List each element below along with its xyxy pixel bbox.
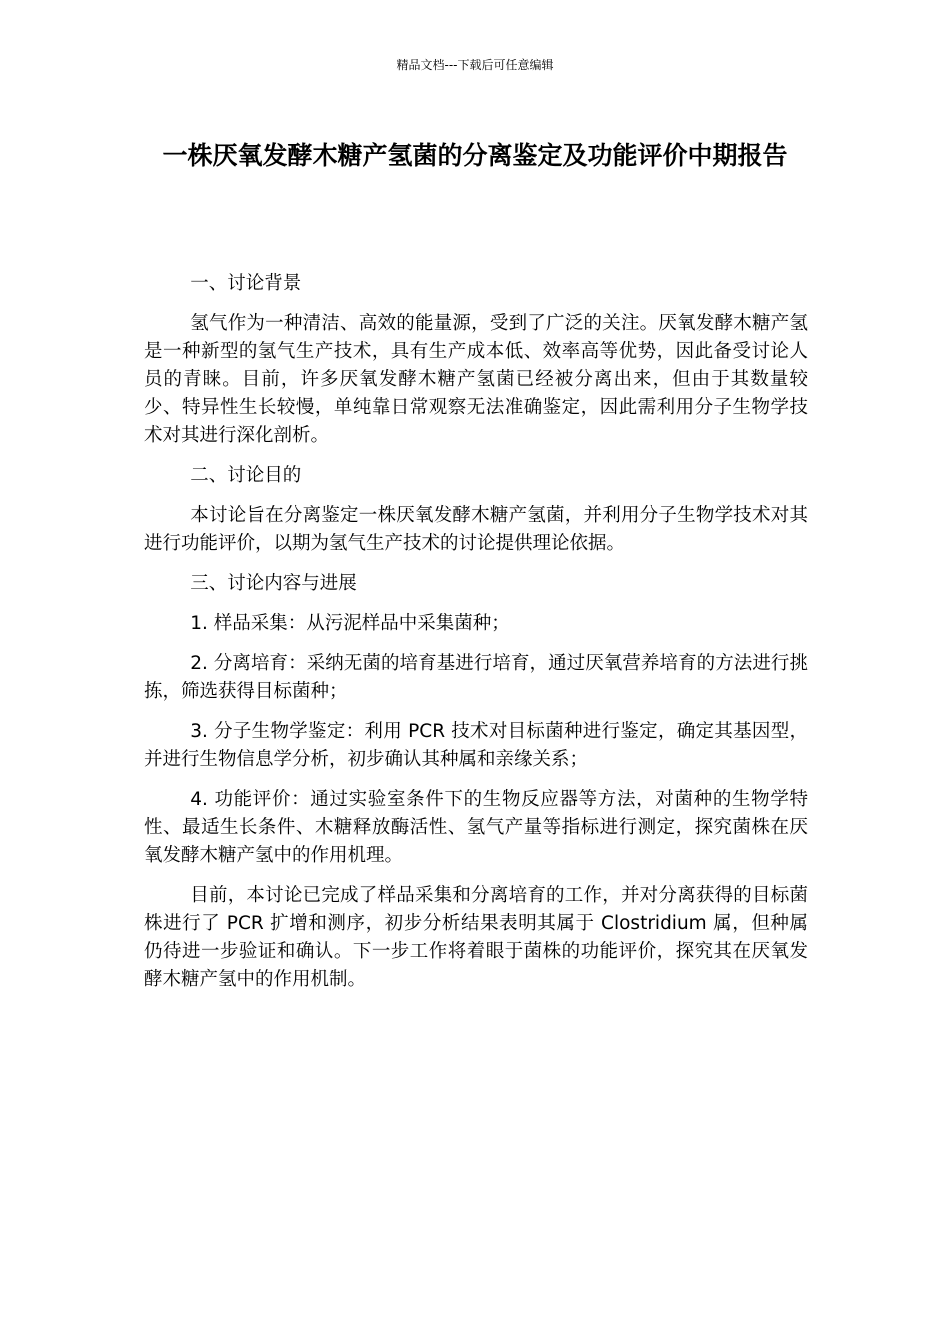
section-heading-purpose: 二、讨论目的 (190, 465, 302, 486)
list-item-molecular-identification: 3. 分子生物学鉴定：利用 PCR 技术对目标菌种进行鉴定，确定其基因型，并进行生物信息学分析，初步确认其种属和亲缘关系； (144, 721, 808, 770)
progress-summary-paragraph: 目前，本讨论已完成了样品采集和分离培育的工作，并对分离获得的目标菌株进行了 PCR 扩增和测序，初步分析结果表明其属于 Clostridium 属，但种属仍待进一步验证和确认。下一步工作将着眼于菌株的功能评价，探究其在厌氧发酵木糖产氢中的作用机制。 (144, 885, 808, 990)
section-heading-content-progress: 三、讨论内容与进展 (190, 573, 357, 594)
header-note: 精品文档---下载后可任意编辑 (396, 58, 554, 72)
document-body (144, 270, 808, 1006)
list-item-function-evaluation: 4. 功能评价：通过实验室条件下的生物反应器等方法，对菌种的生物学特性、最适生长条件、木糖释放酶活性、氢气产量等指标进行测定，探究菌株在厌氧发酵木糖产氢中的作用机理。 (144, 789, 808, 866)
document-title: 一株厌氧发酵木糖产氢菌的分离鉴定及功能评价中期报告 (162, 141, 788, 170)
list-item-sample-collection: 1. 样品采集：从污泥样品中采集菌种； (190, 613, 510, 634)
background-paragraph: 氢气作为一种清洁、高效的能量源，受到了广泛的关注。厌氧发酵木糖产氢是一种新型的氢气生产技术，具有生产成本低、效率高等优势，因此备受讨论人员的青睐。目前，许多厌氧发酵木糖产氢菌已经被分离出来，但由于其数量较少、特异性生长较慢，单纯靠日常观察无法准确鉴定，因此需利用分子生物学技术对其进行深化剖析。 (144, 313, 808, 446)
list-item-isolation-culture: 2. 分离培育：采纳无菌的培育基进行培育，通过厌氧营养培育的方法进行挑拣，筛选获得目标菌种； (144, 653, 808, 702)
purpose-paragraph: 本讨论旨在分离鉴定一株厌氧发酵木糖产氢菌，并利用分子生物学技术对其进行功能评价，以期为氢气生产技术的讨论提供理论依据。 (144, 505, 808, 554)
section-heading-background: 一、讨论背景 (190, 273, 302, 294)
